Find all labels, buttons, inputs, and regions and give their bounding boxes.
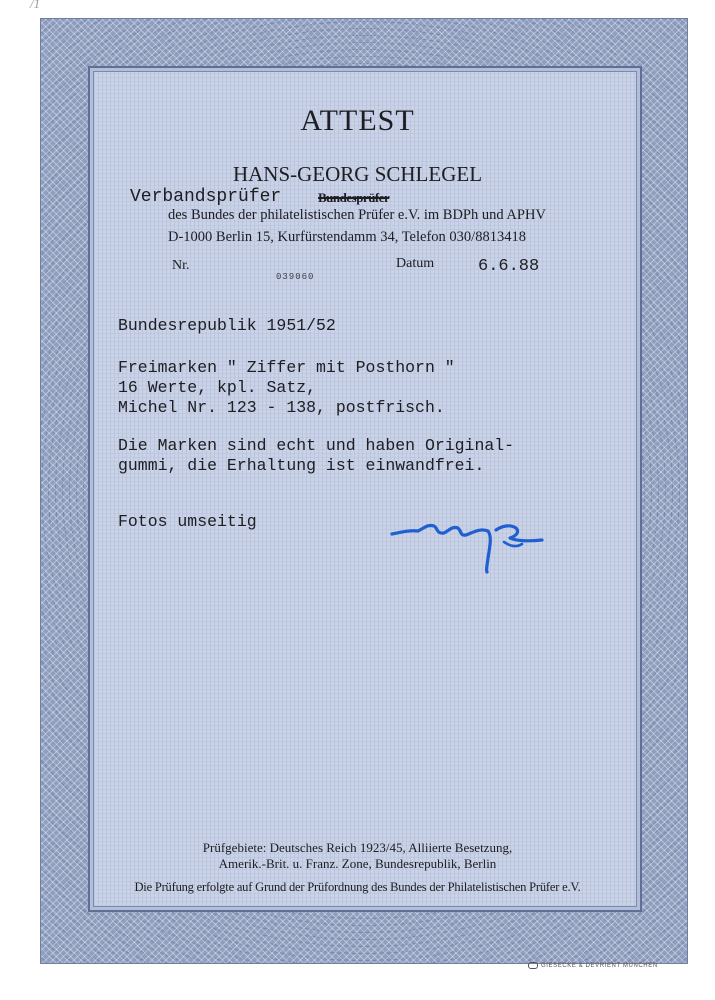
association-line: des Bundes der philatelistischen Prüfer e.V. im BDPh und APHV <box>168 207 546 223</box>
verdict-line-2: gummi, die Erhaltung ist einwandfrei. <box>118 456 485 475</box>
stamp-series-line: Freimarken " Ziffer mit Posthorn " <box>118 358 455 377</box>
photos-note: Fotos umseitig <box>118 512 257 531</box>
examiner-name: HANS-GEORG SCHLEGEL <box>232 162 483 186</box>
corner-mark: /1 <box>30 0 41 11</box>
date-value: 6.6.88 <box>478 257 540 276</box>
issue-line: Bundesrepublik 1951/52 <box>118 316 336 335</box>
address-line: D-1000 Berlin 15, Kurfürstendamm 34, Telefon 030/8813418 <box>168 229 526 245</box>
printer-logo-icon <box>528 962 538 969</box>
number-label: Nr. <box>172 258 190 273</box>
set-line: 16 Werte, kpl. Satz, <box>118 378 317 397</box>
verdict-line-1: Die Marken sind echt und haben Original- <box>118 436 515 455</box>
struck-role: Bundesprüfer <box>318 190 390 205</box>
printer-name: GIESECKE & DEVRIENT MÜNCHEN <box>541 963 658 970</box>
catalog-line: Michel Nr. 123 - 138, postfrisch. <box>118 398 445 417</box>
signature-icon <box>388 512 548 582</box>
printer-imprint <box>528 962 658 969</box>
certificate-number: 039060 <box>276 272 315 282</box>
footer-areas-line-1: Prüfgebiete: Deutsches Reich 1923/45, Alliierte Besetzung, <box>202 840 513 855</box>
certificate-title: ATTEST <box>300 104 415 137</box>
examiner-role: Verbandsprüfer <box>130 187 282 207</box>
date-label: Datum <box>396 256 435 271</box>
footer-regulation-line: Die Prüfung erfolgte auf Grund der Prüfordnung des Bundes der Philatelistischen Prüfer e.V. <box>134 880 581 894</box>
footer-areas-line-2: Amerik.-Brit. u. Franz. Zone, Bundesrepublik, Berlin <box>218 856 497 871</box>
